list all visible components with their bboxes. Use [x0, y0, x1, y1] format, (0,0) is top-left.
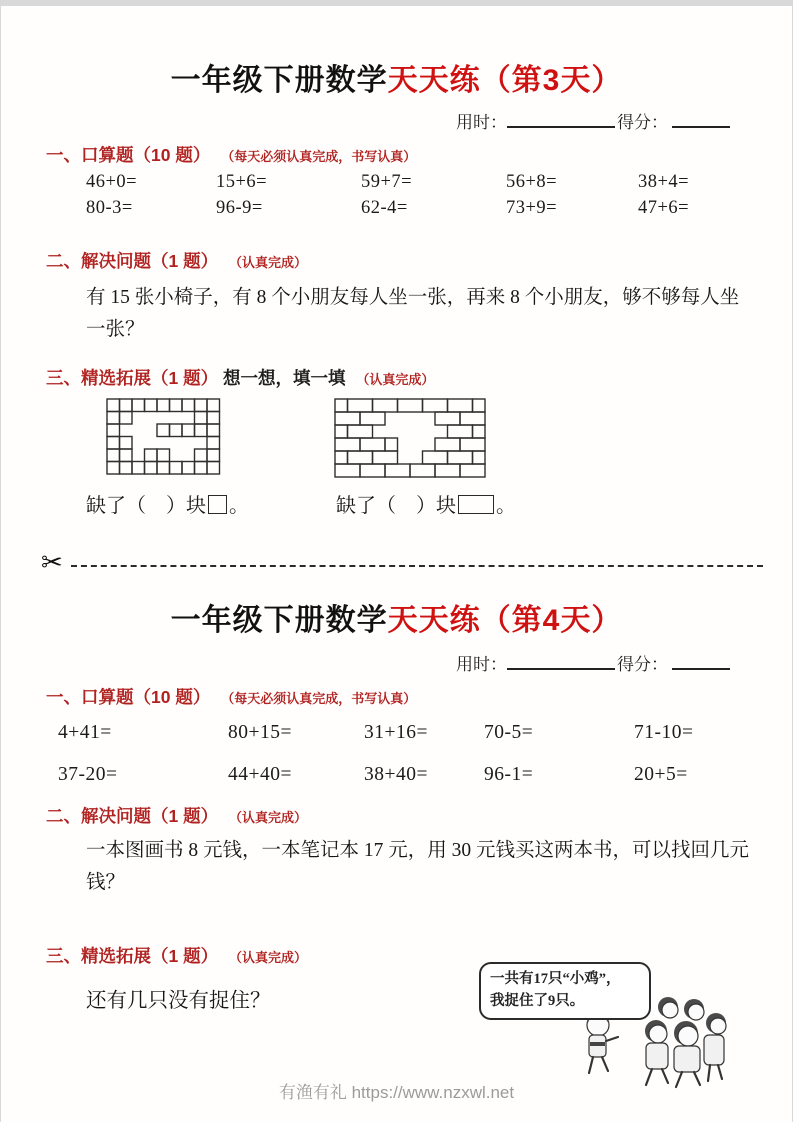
sheet2-time-label: 用时：: [456, 655, 507, 674]
square-grid-caption: [86, 489, 249, 518]
brick-wall-figure: [334, 398, 487, 479]
caption-text: 缺了（ ）块: [86, 495, 206, 517]
sheet1-title-red: 天天练（第3天）: [387, 64, 623, 97]
sheet2-title-red: 天天练（第4天）: [387, 604, 623, 637]
sheet1-section1-note: （每天必须认真完成，书写认真）: [221, 149, 417, 164]
watermark-footer: 有渔有礼 https://www.nzxwl.net: [278, 1083, 515, 1102]
cut-dashed-line: [71, 565, 763, 567]
sheet2-section2-note: （认真完成）: [228, 810, 307, 825]
sheet2-score-label: 得分：: [617, 655, 668, 674]
sheet1-time-label: 用时：: [456, 113, 507, 132]
sheet1-section3-note: （认真完成）: [356, 372, 435, 387]
math-problem: 71-10=: [634, 722, 694, 743]
sheet1-problems-row1: [86, 172, 756, 193]
math-problem: 20+5=: [634, 764, 688, 785]
sheet1-section3-subtitle: 想一想，填一填: [222, 368, 346, 388]
sheet2-section2-heading: [46, 803, 307, 828]
page-top-edge: [1, 0, 792, 6]
math-problem: 38+40=: [364, 764, 428, 785]
caption-period: 。: [229, 495, 249, 517]
math-problem: 62-4=: [361, 198, 408, 218]
sheet2-section3-title: 三、精选拓展（1 题）: [46, 946, 219, 966]
math-problem: 37-20=: [58, 764, 118, 785]
sheet1-problems-row2: [86, 198, 756, 219]
sheet2-section3-note: （认真完成）: [228, 950, 307, 965]
sheet2-section1-title: 一、口算题（10 题）: [46, 687, 211, 707]
sheet2-title-black: 一年级下册数学: [170, 604, 388, 637]
sheet1-score-label: 得分：: [617, 113, 668, 132]
math-problem: 47+6=: [638, 198, 690, 218]
speech-bubble-line2: 我捉住了9只。: [490, 992, 585, 1009]
sheet1-title: [1, 55, 792, 99]
math-problem: 80+15=: [228, 722, 292, 743]
math-problem: 44+40=: [228, 764, 292, 785]
math-problem: 80-3=: [86, 198, 133, 218]
caption-text: 缺了（ ）块: [336, 495, 456, 517]
sheet2-section2-title: 二、解决问题（1 题）: [46, 806, 219, 826]
speech-bubble-line1: 一共有17只“小鸡”，: [490, 971, 621, 987]
sheet2-section1-note: （每天必须认真完成，书写认真）: [221, 691, 417, 706]
child-figure: [587, 1013, 618, 1073]
sheet1-score-blank: [672, 113, 730, 128]
sheet2-problems-row2: [58, 764, 758, 786]
sheet2-extension-question: 还有几只没有捉住？: [86, 990, 271, 1012]
math-problem: 46+0=: [86, 172, 138, 192]
math-problem: 59+7=: [361, 172, 413, 192]
sheet1-section3-heading: [46, 365, 434, 390]
sheet1-section2-heading: [46, 248, 307, 273]
math-problem: 96-9=: [216, 198, 263, 218]
sheet2-section3-heading: [46, 943, 307, 968]
sheet1-word-problem: 有 15 张小椅子，有 8 个小朋友每人坐一张，再来 8 个小朋友，够不够每人坐一张？: [86, 287, 740, 341]
caption-period: 。: [496, 495, 516, 517]
sheet2-title: [1, 595, 792, 639]
math-problem: 56+8=: [506, 172, 558, 192]
math-problem: 96-1=: [484, 764, 534, 785]
children-group: [645, 997, 726, 1087]
sheet1-score-line: [456, 108, 730, 133]
sheet2-problems-row1: [58, 722, 758, 744]
small-rectangle-shape: [458, 495, 494, 514]
small-square-shape: [208, 495, 227, 514]
sheet1-section2-title: 二、解决问题（1 题）: [46, 251, 219, 271]
sheet2-score-line: [456, 650, 730, 675]
sheet1-time-blank: [507, 113, 615, 128]
sheet2-section1-heading: [46, 684, 416, 709]
speech-bubble: [479, 962, 651, 1020]
sheet1-title-black: 一年级下册数学: [170, 64, 388, 97]
sheet2-word-problem: 一本图画书 8 元钱，一本笔记本 17 元，用 30 元钱买这两本书，可以找回几元钱？: [86, 840, 750, 894]
math-problem: 31+16=: [364, 722, 428, 743]
math-problem: 73+9=: [506, 198, 558, 218]
square-grid-figure: [106, 398, 221, 476]
math-problem: 15+6=: [216, 172, 268, 192]
math-problem: 70-5=: [484, 722, 534, 743]
sheet1-section3-title: 三、精选拓展（1 题）: [46, 368, 219, 388]
scissors-icon: ✂: [41, 548, 63, 578]
sheet1-section1-title: 一、口算题（10 题）: [46, 145, 211, 165]
math-problem: 38+4=: [638, 172, 690, 192]
sheet1-section1-heading: [46, 142, 416, 167]
sheet2-time-blank: [507, 655, 615, 670]
sheet1-section2-note: （认真完成）: [228, 255, 307, 270]
math-problem: 4+41=: [58, 722, 112, 743]
sheet2-score-blank: [672, 655, 730, 670]
brick-wall-caption: [336, 489, 516, 518]
